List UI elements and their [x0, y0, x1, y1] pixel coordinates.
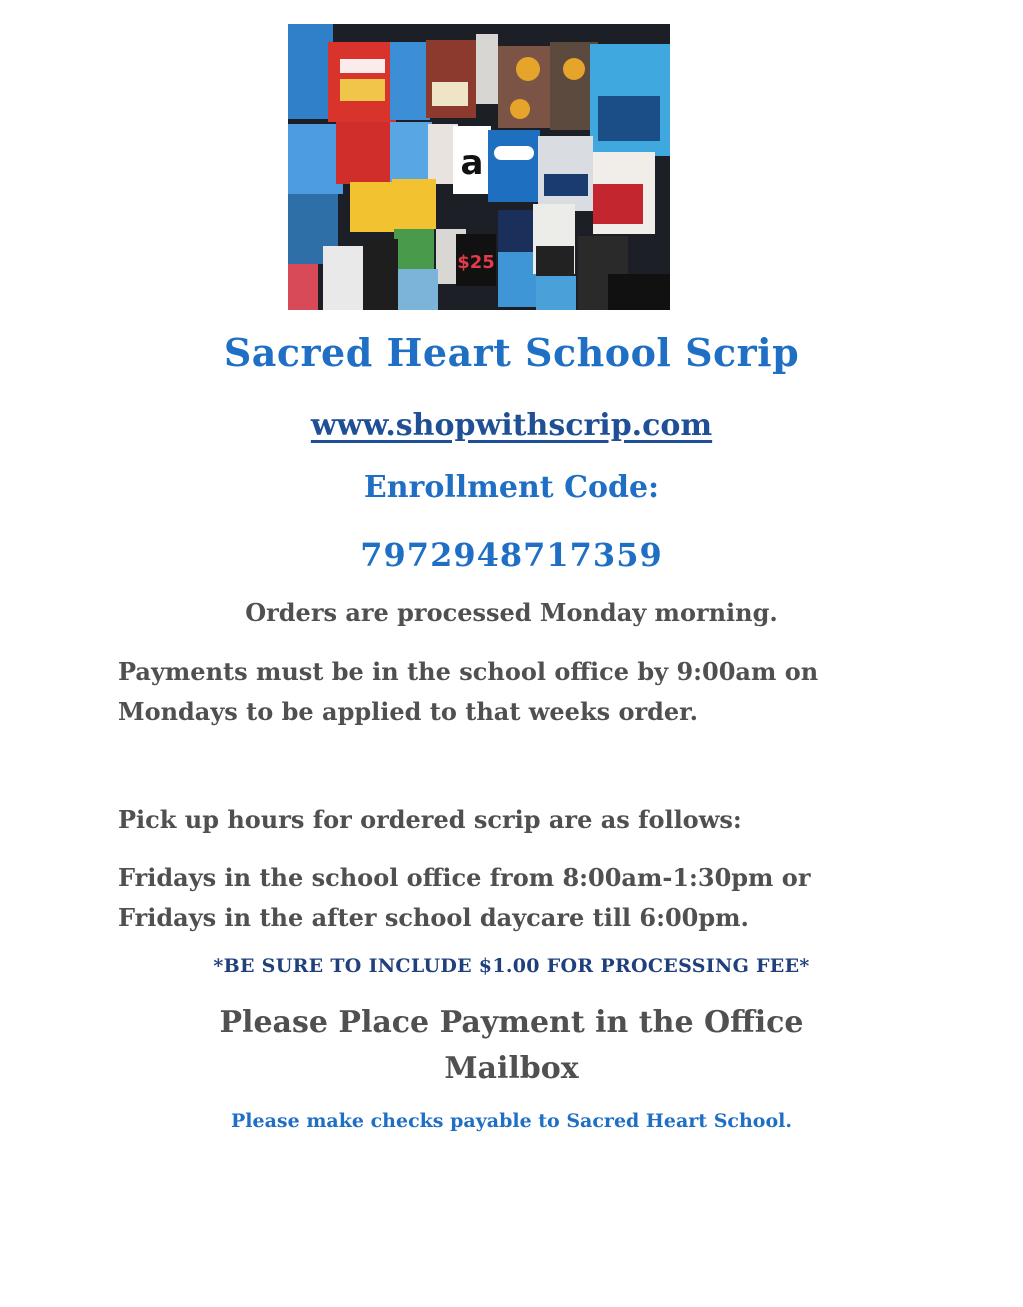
pickup-heading: Pick up hours for ordered scrip are as follows:	[118, 805, 742, 834]
gift-cards-photo	[288, 24, 670, 310]
payment-placement-note	[0, 1000, 1023, 1092]
pickup-hours	[118, 858, 918, 938]
svg-text:a: a	[460, 143, 484, 183]
website-link[interactable]: www.shopwithscrip.com	[310, 408, 713, 443]
pickup-line-2: Fridays in the after school daycare till 6:00pm.	[118, 903, 749, 932]
processing-fee-notice: *BE SURE TO INCLUDE $1.00 FOR PROCESSING FEE*	[213, 955, 810, 977]
svg-text:$25: $25	[457, 252, 495, 273]
payments-line-2: Mondays to be applied to that weeks order.	[118, 697, 698, 726]
payments-line-1: Payments must be in the school office by 9:00am on	[118, 657, 819, 686]
gift-cards-illustration	[288, 24, 670, 310]
orders-note: Orders are processed Monday morning.	[245, 598, 778, 627]
enrollment-code: 7972948717359	[360, 536, 663, 574]
placement-line-2: Mailbox	[444, 1051, 579, 1086]
checks-payable-note: Please make checks payable to Sacred Heart School.	[231, 1110, 792, 1132]
pickup-line-1: Fridays in the school office from 8:00am-1:30pm or	[118, 863, 811, 892]
flyer-title: Sacred Heart School Scrip	[223, 330, 800, 375]
placement-line-1: Please Place Payment in the Office	[219, 1005, 804, 1040]
enrollment-code-label: Enrollment Code:	[363, 470, 660, 505]
payments-note	[118, 652, 918, 732]
